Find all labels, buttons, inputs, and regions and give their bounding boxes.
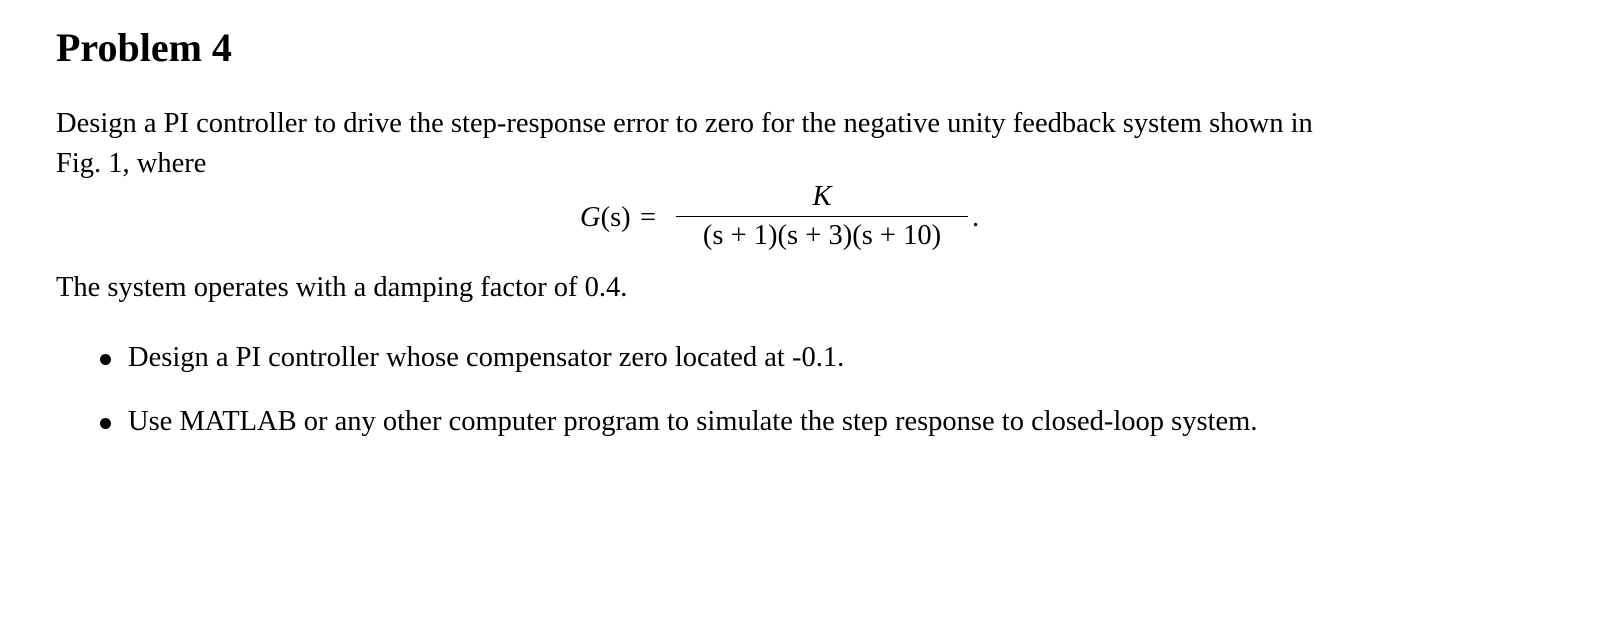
task-text: Design a PI controller whose compensator zero located at -0.1. — [128, 342, 845, 373]
equation-function-name: G — [580, 202, 601, 233]
equation-terminator: . — [972, 202, 980, 233]
equation-denominator: (s + 1)(s + 3)(s + 10) — [702, 220, 942, 251]
fraction-bar — [676, 216, 968, 217]
damping-statement: The system operates with a damping factor of 0.4. — [56, 272, 628, 303]
equation-numerator: K — [812, 181, 832, 212]
intro-text-line-2: Fig. 1, where — [56, 148, 207, 179]
problem-title: Problem 4 — [56, 25, 232, 70]
bullet-icon — [100, 354, 111, 365]
intro-text-line-1: Design a PI controller to drive the step-response error to zero for the negative unity feedback system shown in — [56, 108, 1313, 139]
bullet-icon — [100, 418, 111, 429]
equation-equals-sign: = — [640, 202, 657, 233]
equation-argument: (s) — [600, 202, 631, 233]
equation-lhs — [580, 200, 631, 236]
task-text: Use MATLAB or any other computer program to simulate the step response to closed-loop system. — [128, 406, 1258, 437]
